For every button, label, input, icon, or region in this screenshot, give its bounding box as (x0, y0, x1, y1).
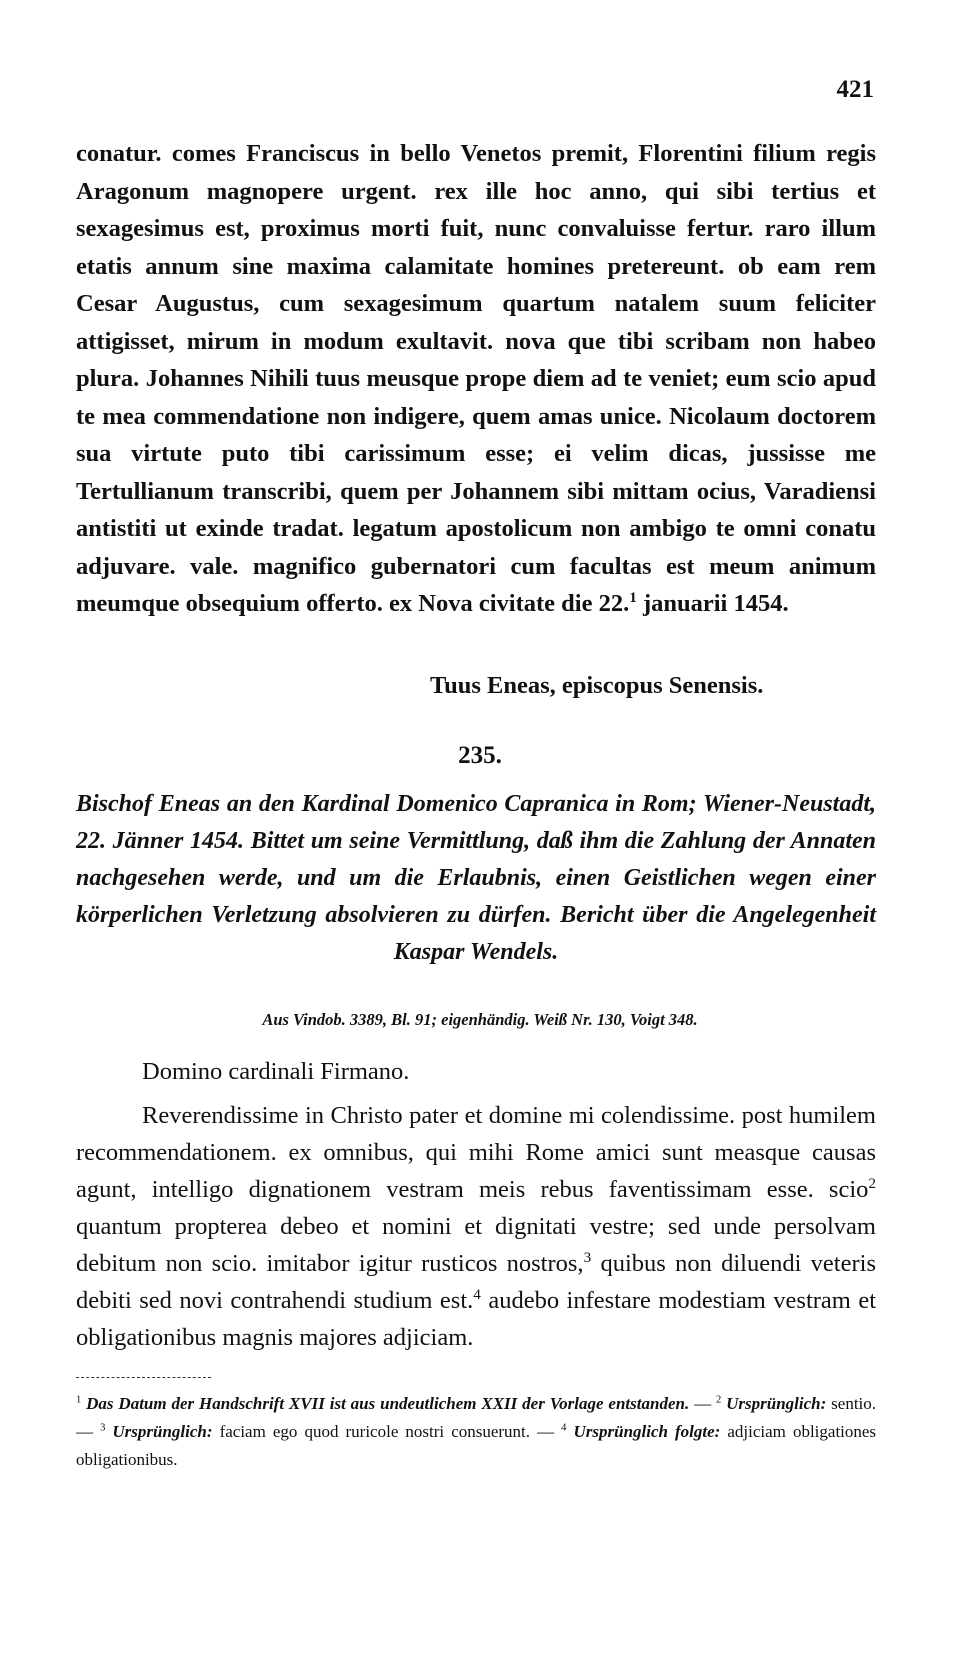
footnote-2-number: 2 (715, 1394, 722, 1406)
footnote-4-number: 4 (561, 1422, 567, 1434)
signature: Tuus Eneas, episcopus Senensis. (430, 672, 764, 699)
footnote-ref-1[interactable]: 1 (629, 588, 637, 606)
footnote-ref-4[interactable]: 4 (473, 1285, 481, 1303)
continuation-date-end: januarii 1454. (636, 590, 789, 617)
footnote-list (76, 1390, 876, 1474)
footnote-3-label: Ursprünglich: (112, 1422, 213, 1441)
footnote-2-label: Ursprünglich: (726, 1394, 827, 1413)
letter-headnote: Bischof Eneas an den Kardinal Domenico Capranica in Rom; Wiener-Neustadt, 22. Jänner 1454. Bittet um seine Vermittlung, daß ihm die Zahlung der Annaten nachgesehen werde, und um die Erlaubnis, einen Geistlichen wegen einer körperlichen Verletzung absolvieren zu dürfen. Bericht über die Angelegenheit Kaspar Wendels. (76, 791, 876, 965)
letter-text-2: quantum propterea debeo et nomini et dignitati vestre; sed unde persolvam debitum non scio. imitabor igitur rusticos nostros, (76, 1213, 876, 1277)
source-reference: Aus Vindob. 3389, Bl. 91; eigenhändig. Weiß Nr. 130, Voigt 348. (262, 1010, 698, 1029)
letter-text-1: Reverendissime in Christo pater et domine mi colendissime. post humilem recommendationem. ex omnibus, qui mihi Rome amici sunt measque causas agunt, intelligo dignationem vestram meis rebus faventissimam esse. scio (76, 1102, 876, 1203)
footnotes (76, 1390, 876, 1474)
footnote-4-text: adjiciam obligationes obligationibus. (76, 1422, 877, 1469)
footnote-separator: — (76, 1422, 101, 1441)
page-number: 421 (836, 76, 874, 103)
footnote-ref-3[interactable]: 3 (583, 1248, 592, 1266)
continuation-text: conatur. comes Franciscus in bello Venetos premit, Florentini filium regis Aragonum magnopere urgent. rex ille hoc anno, qui sibi tertius et sexagesimus est, proximus morti fuit, nunc convaluisse fertur. raro illum etatis annum sine maxima calamitate homines pretereunt. ob eam rem Cesar Augustus, cum sexagesimum quartum natalem suum feliciter attigisset, mirum in modum exultavit. nova que tibi scribam non habeo plura. Johannes Nihili tuus meusque prope diem ad te veniet; eum scio apud te mea commendatione non indigere, quem amas unice. Nicolaum doctorem sua virtute puto tibi carissimum esse; ei velim dicas, jussisse me Tertullianum transcribi, quem per Johannem sibi mittam ocius, Varadiensi antistiti ut exinde tradat. legatum apostolicum non ambigo te omni conatu adjuvare. vale. magnifico gubernatori cum facultas est meum animum meumque obsequium offerto. ex Nova civitate die 22. (76, 140, 876, 617)
letter-salutation: Domino cardinali Firmano. (142, 1058, 410, 1085)
letter-text-4: audebo infestare modestiam vestram et obligationibus magnis majores adjiciam. (76, 1287, 876, 1351)
letter-text-3: quibus non diluendi veteris debiti sed novi contrahendi studium est. (76, 1250, 876, 1314)
footnote-1-text: Das Datum der Handschrift XVII ist aus undeutlichem XXII der Vorlage entstanden. (86, 1394, 690, 1413)
footnote-4-label: Ursprünglich folgte: (573, 1422, 721, 1441)
footnote-separator: — (530, 1422, 562, 1441)
footnote-separator: — (689, 1394, 716, 1413)
letter-number: 235. (458, 742, 502, 769)
footnote-1-number: 1 (76, 1394, 82, 1406)
previous-letter-continuation (76, 135, 876, 623)
footnote-3-text: faciam ego quod ruricole nostri consuerunt. (212, 1422, 531, 1441)
footnote-3-number: 3 (100, 1422, 106, 1434)
continuation-paragraph (76, 135, 876, 623)
footnote-2-text: sentio. (826, 1394, 877, 1413)
footnote-divider (76, 1377, 211, 1378)
letter-body (76, 1097, 876, 1356)
footnote-ref-2[interactable]: 2 (868, 1174, 876, 1192)
